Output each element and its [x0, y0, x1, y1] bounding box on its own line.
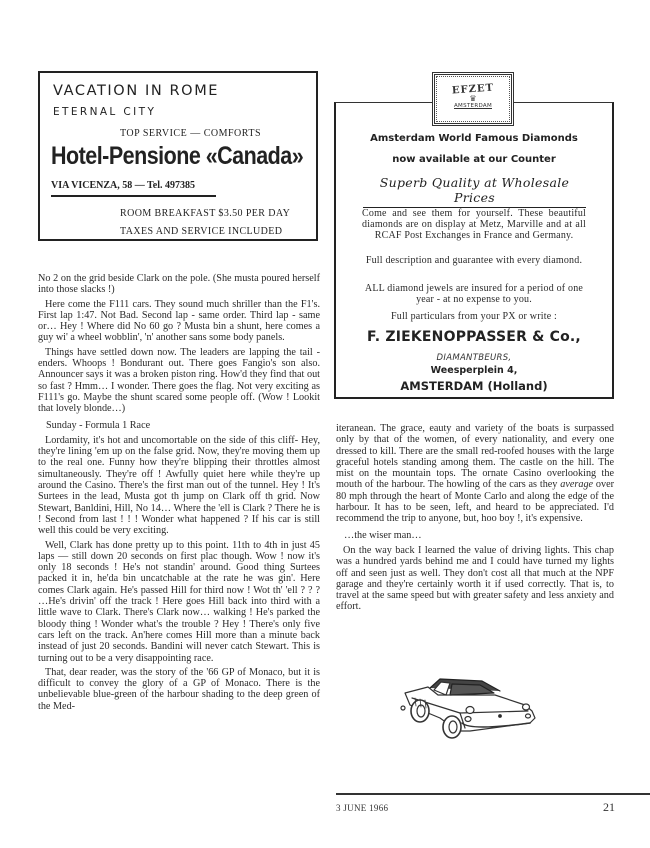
diamond-advertisement — [334, 102, 614, 399]
article-paragraph: On the way back I learned the value of driving lights. This chap was a hundred yards behind me and I could have turned my lights off and seen just as well. They don't cost all that much at the NPF garage and they're certainly worth it if used correctly. That is, to travel at the same speed but with greater safety and less anxiety and effort. — [336, 544, 614, 613]
ad-services: TOP SERVICE — COMFORTS — [120, 128, 262, 139]
article-paragraph: Things have settled down now. The leaders are lapping the tail -enders. Whoops ! Bondurant out. There goes Fangio's son also. Announcer says it was a broken piston ring. How'd they find that out so fast ? Hmm… I wonder. There goes the flag. Not very exciting as F111's go. Maybe the shunt scared some people off. (Wow ! Lookit that lovely blonde…) — [38, 346, 320, 415]
ad-headline: VACATION IN ROME — [53, 83, 220, 99]
logo-city: AMSTERDAM — [453, 103, 492, 109]
footer-rule — [336, 793, 650, 795]
section-subheading: Sunday - Formula 1 Race — [46, 419, 151, 431]
hotel-taxes-note: TAXES AND SERVICE INCLUDED — [120, 226, 283, 237]
ad-paragraph: ALL diamond jewels are insured for a period of one year - at no expense to you. — [364, 283, 584, 305]
efzet-logo — [432, 72, 514, 126]
article-paragraph: Well, Clark has done pretty up to this point. 11th to 4th in just 45 laps — still down 20 seconds on first plac though. Wow ! now it's only 18 seconds ! He's not standin' around. Good thing Surtees packed it in, he'da bin uncatchable at the rate he was gin'. Here comes Clark again. He's passed Hill for third now ! Wot th' 'ell ? ? ? …He's drivin' off the track ! Here goes Hill back into third with a little wave to Clark. There's Clark now… walking ! He's parked the bloody thing ! Wonder what's the trouble ? Hey ! There's only five cars left on the track. An'here comes Hill more than a minute back instead of just 20 seconds. Bandini will never catch Stewart. This is turning out to be a very disappointing race. — [38, 539, 320, 664]
article-column-right — [336, 423, 614, 616]
article-paragraph: No 2 on the grid beside Clark on the pole. (She musta poured herself into those slacks !) — [38, 273, 320, 296]
hotel-rate: ROOM BREAKFAST $3.50 PER DAY — [120, 208, 291, 219]
emphasis-text: average — [560, 479, 594, 491]
car-illustration — [400, 673, 545, 743]
company-street: Weesperplein 4, — [430, 365, 518, 376]
hotel-address: VIA VICENZA, 58 — Tel. 497385 — [51, 180, 216, 197]
hotel-advertisement — [38, 71, 318, 241]
section-subheading: …the wiser man… — [344, 529, 422, 541]
issue-date: 3 JUNE 1966 — [336, 803, 389, 813]
article-paragraph: That, dear reader, was the story of the '66 GP of Monaco, but it is difficult to convey the glory of a GP of Monaco. There is the unbelievable blue-green of the harbour shading to the deep green of the Med- — [38, 666, 320, 712]
ad-subheading: now available at our Counter — [392, 154, 556, 165]
ad-paragraph: Full particulars from your PX or write : — [390, 311, 558, 322]
article-paragraph: Here come the F111 cars. They sound much shriller than the F1's. First lap 1:47. Not Bad. Second lap - same order. Third lap - same or… Hey ! Where did No 60 go ? Musta bin a shunt, here comes a guy wi' a wheel wobblin', 'n' another sans some body panels. — [38, 298, 320, 344]
ad-subheadline: ETERNAL CITY — [53, 106, 157, 118]
page-number: 21 — [603, 800, 615, 814]
ad-paragraph: Full description and guarantee with every diamond. — [365, 255, 583, 266]
ad-tagline: Superb Quality at Wholesale Prices — [363, 175, 586, 208]
text-run: iteranean. The grace, eauty and variety of the boats is surpassed only by that of the women, of every nationality, and every one dressed to kill. There are the small red-roofed houses with the large graceful hotels standing among them. The castle on the hill. The mist on the mountain tops. The ornate Casino overlooking the mouth of the harbour. The howling of the cars as they — [336, 423, 614, 491]
company-name: F. ZIEKENOPPASSER & Co., — [367, 329, 581, 345]
crown-icon: ♛ — [469, 94, 477, 103]
ad-heading: Amsterdam World Famous Diamonds — [370, 133, 578, 144]
ad-paragraph: Come and see them for yourself. These beautiful diamonds are on display at Metz, Marville and at all RCAF Post Exchanges in France and Germany. — [362, 208, 586, 241]
company-city: AMSTERDAM (Holland) — [400, 379, 548, 393]
logo-wordmark: EFZET — [451, 82, 495, 97]
company-subtitle: DIAMANTBEURS, — [436, 353, 512, 363]
article-paragraph — [336, 423, 614, 525]
article-paragraph: Lordamity, it's hot and uncomortable on the side of this cliff- Hey, they're lining 'em up on the false grid. Now, they're moving them up to the real one. Funny how they're blipping their throttles almost simultaneously. They're off ! Awfully quiet here while they're up around the Casino. There's the first man out of the tunnel. Hey ! It's Surtees in the lead, Musta got th jump on Clark off th grid. Now Stewart, Banldini, Hill, No 14… Where the 'ell is Clark ? There he is ! Second from last ! ! ! Wonder what happened ? If his car is still well this could be very exciting. — [38, 434, 320, 537]
article-column-left — [38, 273, 320, 715]
hotel-name: Hotel-Pensione «Canada» — [51, 142, 304, 170]
text-run: over 80 mph through the heart of Monte Carlo and along the edge of the harbour. It has to be seen, left, and heard to be appreciated. I'd recommend the trip to anyone, but, hoo boy !, it's expensive. — [336, 479, 615, 525]
